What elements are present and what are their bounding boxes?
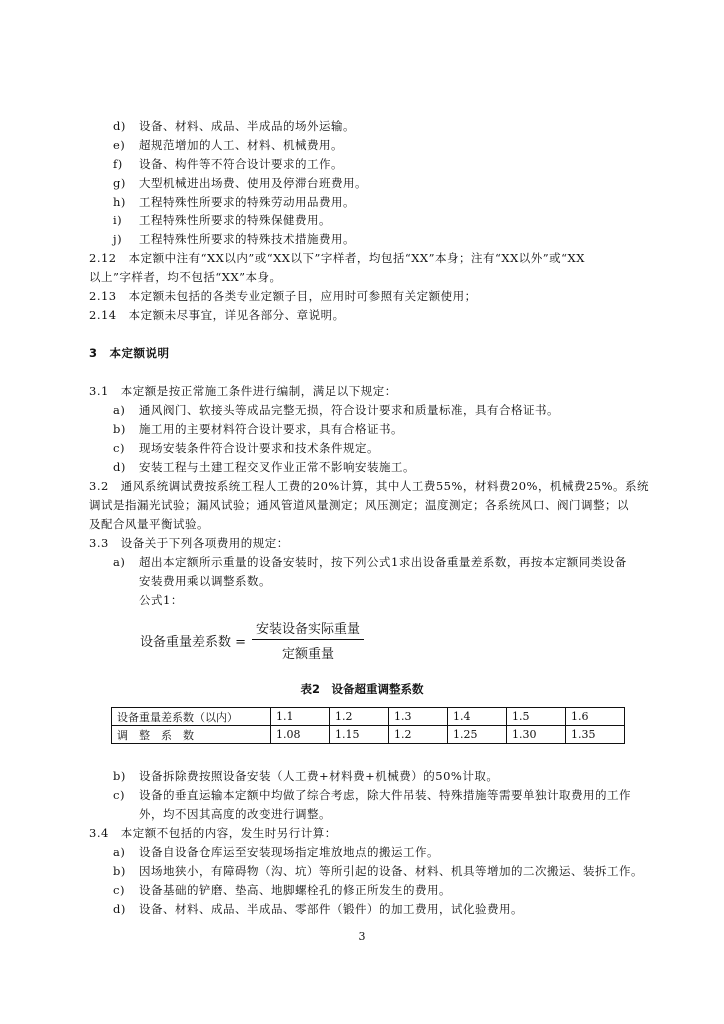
- section-2-14: 2.14 本定额未尽事宜，详见各部分、章说明。: [89, 308, 345, 322]
- table-cell: 1.1: [271, 708, 330, 726]
- section-3-2-line1: 3.2 通风系统调试费按系统工程人工费的20%计算，其中人工费55%，材料费20%，机械费25%。系统: [89, 479, 650, 493]
- section-3-3-a-line2: 安装费用乘以调整系数。: [139, 574, 271, 588]
- table-cell: 1.25: [448, 726, 507, 744]
- list-item: c) 设备的垂直运输本定额中均做了综合考虑，除大件吊装、特殊措施等需要单独计取费用的工作: [113, 788, 631, 802]
- table-cell: 1.2: [330, 708, 389, 726]
- section-3-2-line2: 调试是指漏光试验；漏风试验；通风管道风量测定；风压测定；温度测定；各系统风口、阀门调整；以: [89, 498, 629, 512]
- list-item: b) 设备拆除费按照设备安装（人工费+材料费+机械费）的50%计取。: [113, 769, 499, 783]
- list-item: a) 超出本定额所示重量的设备安装时，按下列公式1求出设备重量差系数，再按本定额同类设备: [113, 555, 627, 569]
- list-item: g) 大型机械进出场费、使用及停滞台班费用。: [113, 176, 367, 190]
- table-cell: 1.4: [448, 708, 507, 726]
- page-number: 3: [358, 930, 366, 943]
- formula-denominator: 定额重量: [282, 647, 335, 662]
- table-row: [112, 726, 625, 744]
- section-3-heading: 3 本定额说明: [89, 346, 170, 360]
- list-item: d) 安装工程与土建工程交叉作业正常不影响安装施工。: [113, 460, 415, 474]
- list-item: f) 设备、构件等不符合设计要求的工作。: [113, 157, 343, 171]
- formula-fraction: [252, 618, 364, 662]
- formula: [140, 618, 364, 662]
- table-row-label: 调 整 系 数: [112, 726, 271, 744]
- list-item: a) 设备自设备仓库运至安装现场指定堆放地点的搬运工作。: [113, 845, 439, 859]
- list-item: d) 设备、材料、成品、半成品的场外运输。: [113, 119, 355, 133]
- table-cell: 1.2: [389, 726, 448, 744]
- section-3-3-c-line2: 外，均不因其高度的改变进行调整。: [139, 807, 331, 821]
- list-item: c) 现场安装条件符合设计要求和技术条件规定。: [113, 441, 379, 455]
- table-header-label: 设备重量差系数（以内）: [112, 708, 271, 726]
- formula-lhs: 设备重量差系数 =: [140, 634, 247, 650]
- table-caption: 表2 设备超重调整系数: [300, 682, 424, 696]
- section-3-4: 3.4 本定额不包括的内容，发生时另行计算：: [89, 826, 337, 840]
- formula-label: 公式1：: [139, 593, 183, 607]
- section-3-3: 3.3 设备关于下列各项费用的规定：: [89, 536, 289, 550]
- list-item: b) 施工用的主要材料符合设计要求，具有合格证书。: [113, 422, 403, 436]
- table-cell: 1.15: [330, 726, 389, 744]
- list-item: h) 工程特殊性所要求的特殊劳动用品费用。: [113, 195, 355, 209]
- section-3-1: 3.1 本定额是按正常施工条件进行编制，满足以下规定：: [89, 384, 397, 398]
- table-cell: 1.5: [507, 708, 566, 726]
- list-item: j) 工程特殊性所要求的特殊技术措施费用。: [113, 232, 355, 246]
- table-cell: 1.6: [566, 708, 625, 726]
- list-item: b) 因场地狭小，有障碍物（沟、坑）等所引起的设备、材料、机具等增加的二次搬运、装拆工作。: [113, 864, 643, 878]
- table-cell: 1.30: [507, 726, 566, 744]
- section-3-2-line3: 及配合风量平衡试验。: [89, 517, 209, 531]
- table-cell: 1.35: [566, 726, 625, 744]
- section-2-13: 2.13 本定额未包括的各类专业定额子目，应用时可参照有关定额使用；: [89, 289, 477, 303]
- weight-adjust-table: [111, 707, 625, 744]
- list-item: i) 工程特殊性所要求的特殊保健费用。: [113, 213, 331, 227]
- table-row: [112, 708, 625, 726]
- list-item: e) 超规范增加的人工、材料、机械费用。: [113, 138, 343, 152]
- formula-numerator: 安装设备实际重量: [252, 618, 364, 640]
- table-cell: 1.08: [271, 726, 330, 744]
- section-2-12-line1: 2.12 本定额中注有“XX以内”或“XX以下”字样者，均包括“XX”本身；注有“XX以外”或“XX: [89, 251, 585, 265]
- section-2-12-line2: 以上”字样者，均不包括“XX”本身。: [89, 270, 282, 284]
- list-item: d) 设备、材料、成品、半成品、零部件（锻件）的加工费用，试化验费用。: [113, 902, 523, 916]
- table-cell: 1.3: [389, 708, 448, 726]
- list-item: c) 设备基础的铲磨、垫高、地脚螺栓孔的修正所发生的费用。: [113, 883, 451, 897]
- list-item: a) 通风阀门、软接头等成品完整无损，符合设计要求和质量标准，具有合格证书。: [113, 403, 559, 417]
